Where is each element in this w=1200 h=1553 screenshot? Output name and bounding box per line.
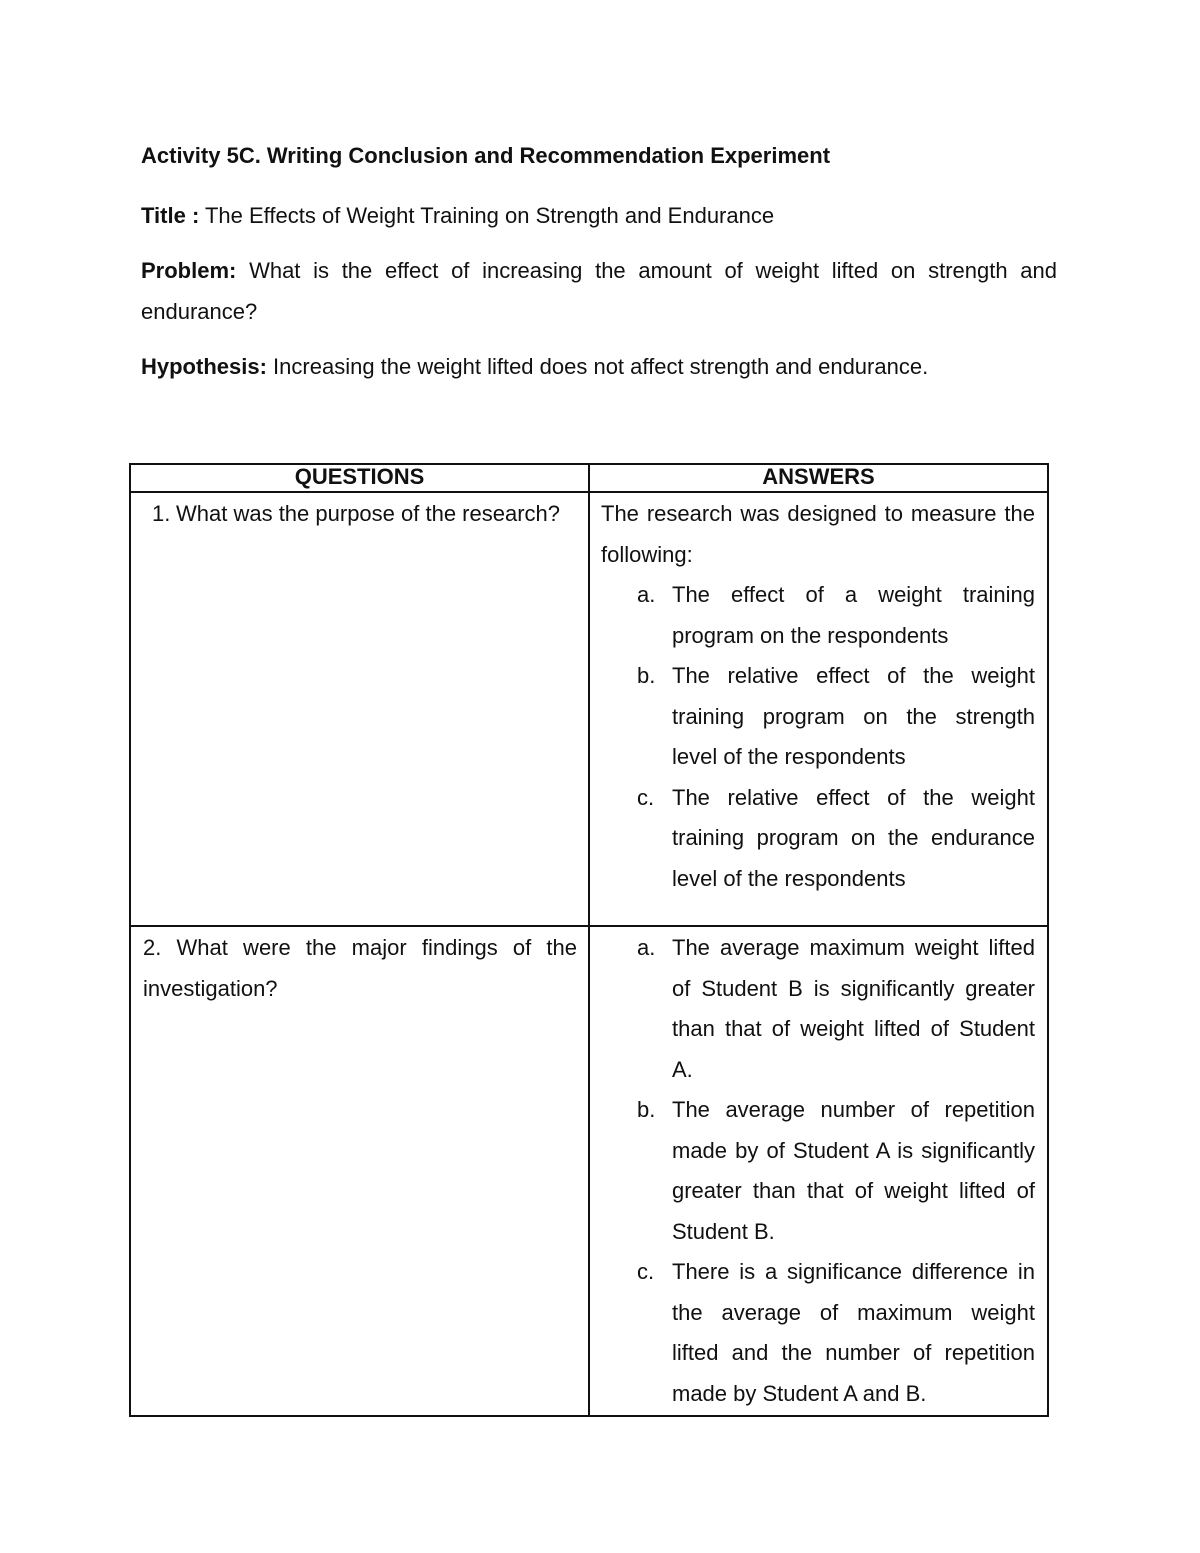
answer-intro: The research was designed to measure the following: [601, 501, 1035, 567]
answers-header: ANSWERS [589, 464, 1048, 492]
title-field [141, 195, 1057, 236]
questions-header: QUESTIONS [130, 464, 589, 492]
hypothesis-label: Hypothesis: [141, 354, 267, 379]
option-text: The relative effect of the weight training program on the strength level of the respondents [672, 663, 1035, 769]
answer-1 [591, 494, 1046, 899]
title-text: The Effects of Weight Training on Strength and Endurance [204, 203, 775, 228]
question-text: What was the purpose of the research? [176, 501, 560, 526]
question-cell [130, 492, 589, 926]
problem-text: What is the effect of increasing the amount of weight lifted on strength and endurance? [141, 258, 1057, 324]
option-marker: b. [637, 1097, 656, 1122]
list-item [601, 928, 1035, 1090]
hypothesis-text: Increasing the weight lifted does not affect strength and endurance. [273, 354, 929, 379]
list-item [601, 575, 1035, 656]
answer-cell [589, 492, 1048, 926]
list-item [601, 778, 1035, 900]
option-marker: b. [637, 663, 656, 688]
title-label: Title : [141, 203, 200, 228]
document-header [141, 140, 1057, 387]
question-number: 1. [152, 501, 171, 526]
question-2: 2. What were the major findings of the investigation? [143, 935, 577, 1001]
option-marker: c. [637, 1259, 655, 1284]
option-marker: a. [637, 935, 656, 960]
hypothesis-field [141, 346, 1057, 387]
option-marker: a. [637, 582, 656, 607]
table-row [130, 492, 1048, 926]
answer-options [601, 575, 1035, 899]
option-text: The average number of repetition made by of Student A is significantly greater than that of weight lifted of Student B. [672, 1097, 1035, 1244]
problem-label: Problem: [141, 258, 237, 283]
answer-2 [591, 928, 1046, 1414]
list-item [601, 656, 1035, 778]
problem-field [141, 250, 1057, 332]
activity-heading: Activity 5C. Writing Conclusion and Recommendation Experiment [141, 143, 831, 168]
option-text: The effect of a weight training program on the respondents [672, 582, 1035, 648]
list-item [601, 1252, 1035, 1414]
option-text: The relative effect of the weight training program on the endurance level of the respondents [672, 784, 1035, 891]
question-1 [132, 494, 587, 535]
option-text: There is a significance difference in the average of maximum weight lifted and the number of repetition made by Student A and B. [672, 1259, 1035, 1406]
answer-options [601, 928, 1035, 1414]
option-text: The average maximum weight lifted of Student B is significantly greater than that of weight lifted of Student A. [672, 935, 1035, 1082]
questions-answers-table [129, 463, 1049, 1417]
table-header-row [130, 464, 1048, 492]
list-item [601, 1090, 1035, 1252]
answer-cell [589, 926, 1048, 1416]
table-row [130, 926, 1048, 1416]
option-marker: c. [637, 784, 655, 810]
question-cell [130, 926, 589, 1416]
